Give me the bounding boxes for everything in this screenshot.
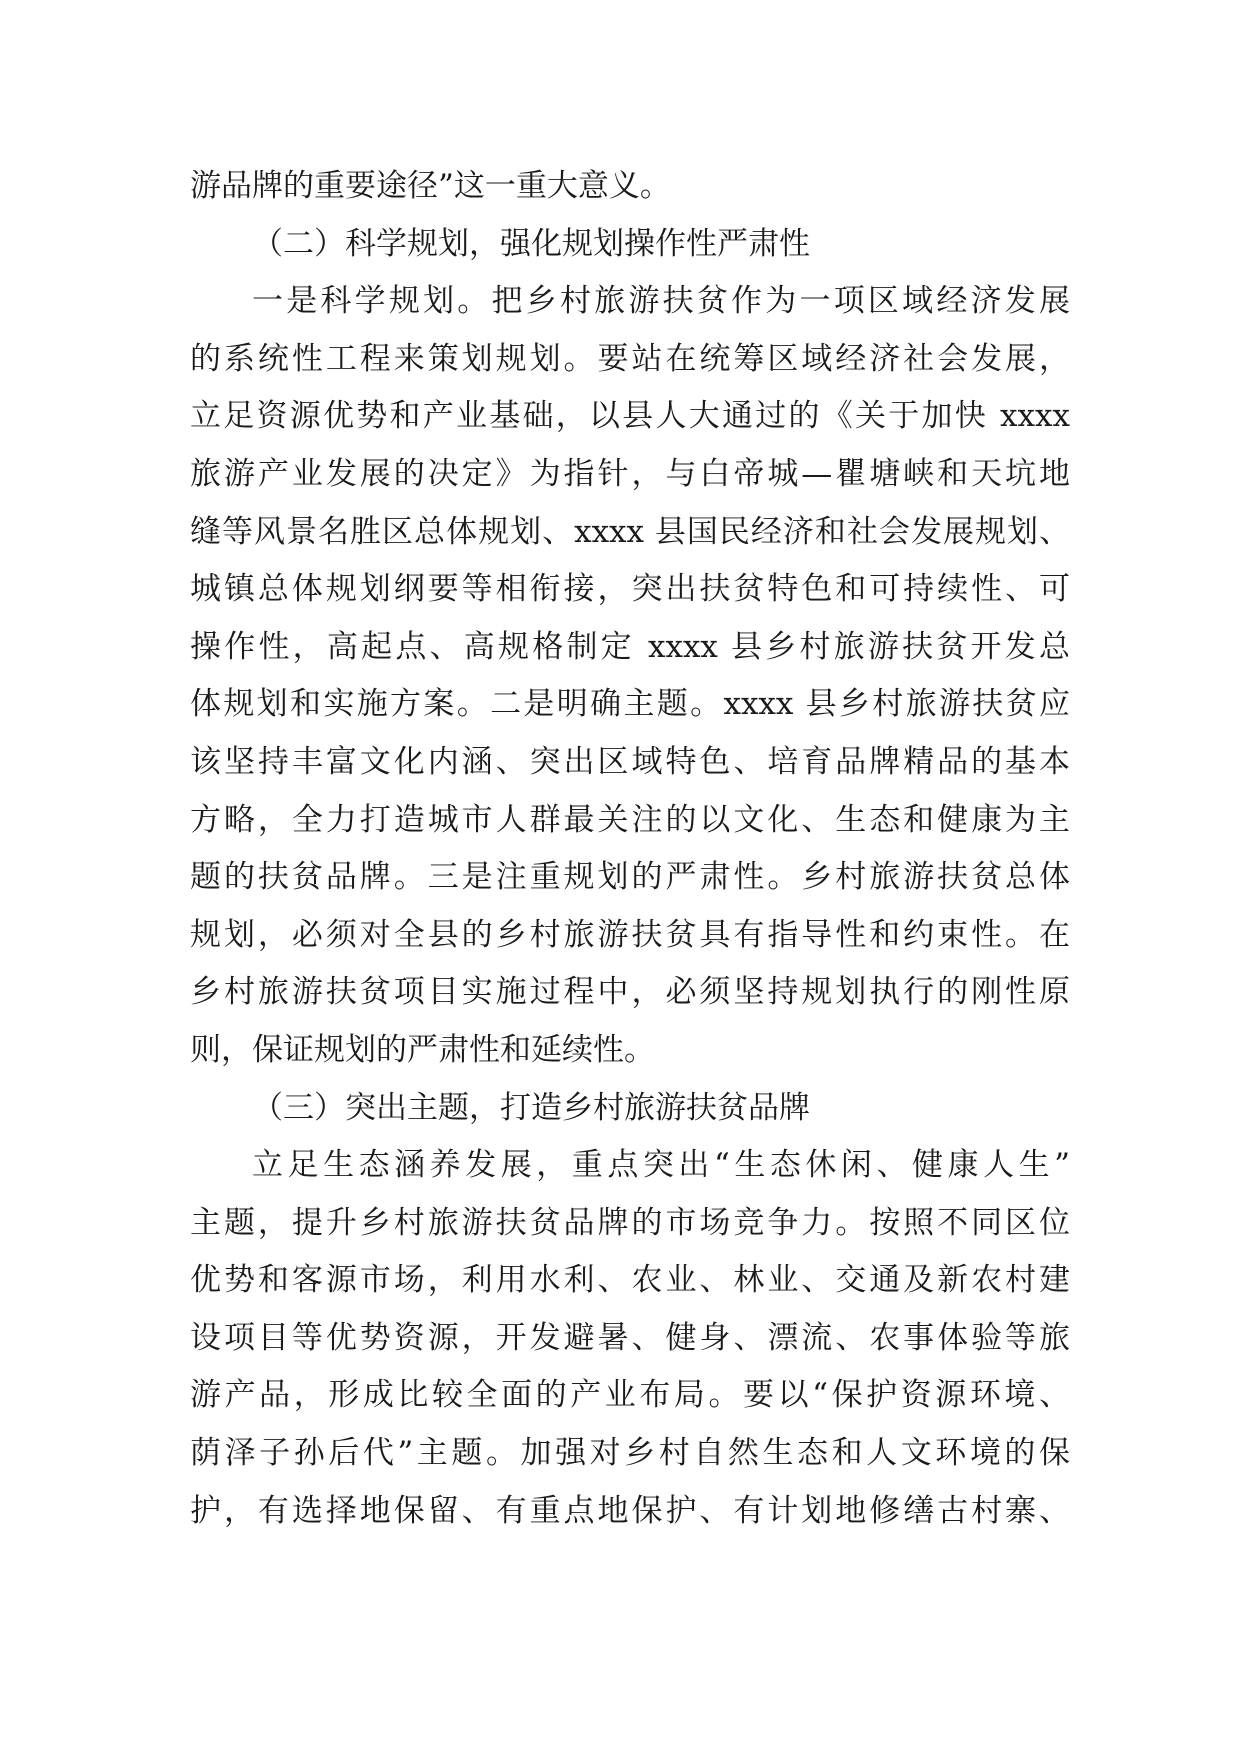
paragraph-line: 设项目等优势资源，开发避暑、健身、漂流、农事体验等旅 [190, 1319, 1070, 1356]
paragraph-line: 操作性，高起点、高规格制定 xxxx 县乡村旅游扶贫开发总 [190, 628, 1070, 665]
paragraph-line: 游产品，形成比较全面的产业布局。要以“保护资源环境、 [190, 1377, 1070, 1414]
document-body [190, 158, 1070, 1540]
section-heading: （二）科学规划，强化规划操作性严肃性 [252, 225, 810, 262]
paragraph-line: 缝等风景名胜区总体规划、xxxx 县国民经济和社会发展规划、 [190, 513, 1070, 550]
paragraph-line: 题的扶贫品牌。三是注重规划的严肃性。乡村旅游扶贫总体 [190, 859, 1070, 896]
paragraph-line: 的系统性工程来策划规划。要站在统筹区域经济社会发展， [190, 340, 1070, 377]
paragraph-line: 优势和客源市场，利用水利、农业、林业、交通及新农村建 [190, 1262, 1070, 1299]
paragraph-line: 体规划和实施方案。二是明确主题。xxxx 县乡村旅游扶贫应 [190, 686, 1070, 723]
paragraph-line: 城镇总体规划纲要等相衔接，突出扶贫特色和可持续性、可 [190, 571, 1070, 608]
section-heading: （三）突出主题，打造乡村旅游扶贫品牌 [252, 1089, 810, 1126]
paragraph-line: 方略，全力打造城市人群最关注的以文化、生态和健康为主 [190, 801, 1070, 838]
paragraph-line: 游品牌的重要途径”这一重大意义。 [190, 168, 671, 204]
paragraph-line: 一是科学规划。把乡村旅游扶贫作为一项区域经济发展 [252, 283, 1070, 320]
paragraph-line: 该坚持丰富文化内涵、突出区域特色、培育品牌精品的基本 [190, 743, 1070, 780]
paragraph-line: 主题，提升乡村旅游扶贫品牌的市场竞争力。按照不同区位 [190, 1204, 1070, 1241]
paragraph-line: 立足资源优势和产业基础，以县人大通过的《关于加快 xxxx [190, 398, 1070, 435]
paragraph-line: 旅游产业发展的决定》为指针，与白帝城—瞿塘峡和天坑地 [190, 455, 1070, 492]
paragraph-line: 乡村旅游扶贫项目实施过程中，必须坚持规划执行的刚性原 [190, 974, 1070, 1011]
paragraph-line: 规划，必须对全县的乡村旅游扶贫具有指导性和约束性。在 [190, 916, 1070, 953]
paragraph-line: 荫泽子孙后代”主题。加强对乡村自然生态和人文环境的保 [190, 1435, 1070, 1472]
paragraph-line: 立足生态涵养发展，重点突出“生态休闲、健康人生” [252, 1147, 1070, 1184]
paragraph-line: 护，有选择地保留、有重点地保护、有计划地修缮古村寨、 [190, 1492, 1070, 1529]
paragraph-line: 则，保证规划的严肃性和延续性。 [190, 1031, 655, 1068]
